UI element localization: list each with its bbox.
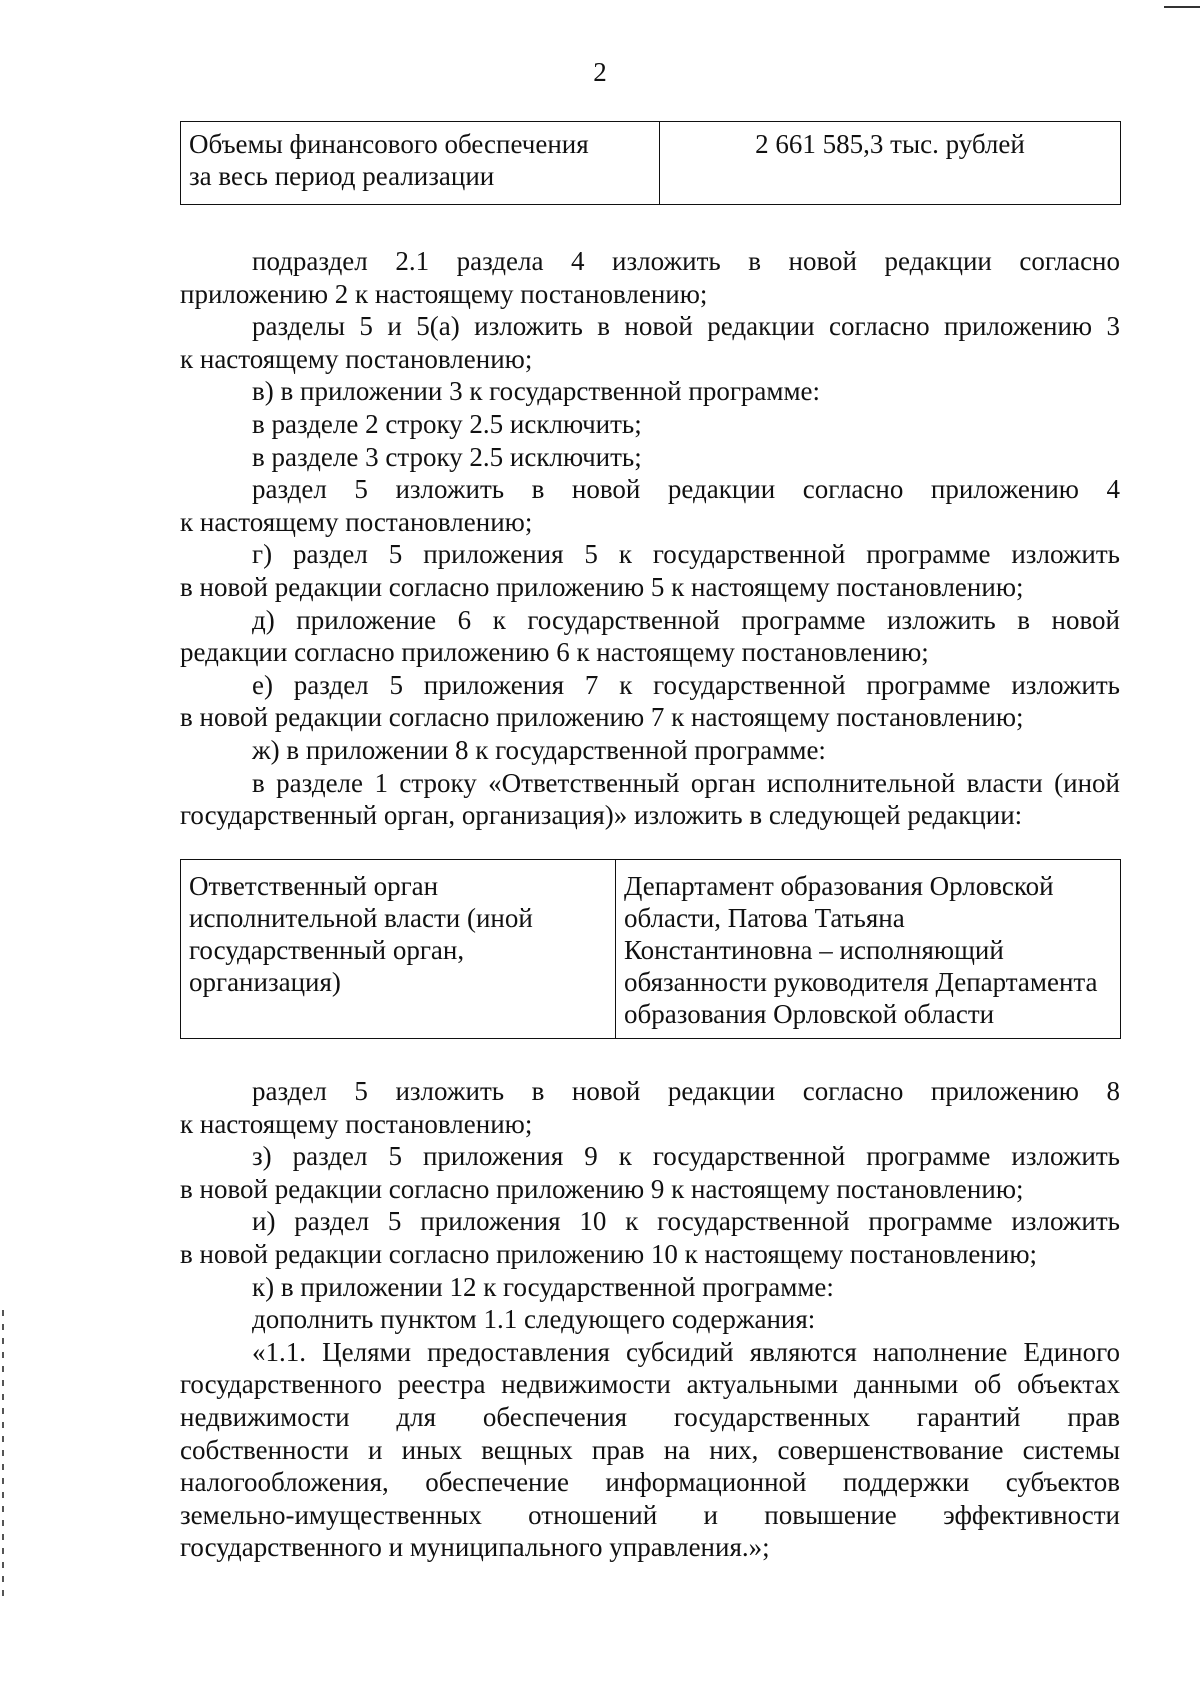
text-line: государственный орган, организация)» изложить в следующей редакции: (180, 800, 1023, 831)
cell-line: Объемы финансового обеспечения (189, 129, 589, 159)
cell-line: Департамент образования Орловской (624, 871, 1054, 901)
table-row (181, 122, 1121, 205)
text-line: редакции согласно приложению 6 к настоящему постановлению; (180, 637, 929, 668)
page-number: 2 (593, 57, 607, 87)
cell-line: обязанности руководителя Департамента (624, 967, 1098, 997)
text-line: е) раздел 5 приложения 7 к государственной программе изложить (252, 669, 1120, 700)
text-line: в) в приложении 3 к государственной программе: (252, 376, 821, 407)
text-line: государственного реестра недвижимости актуальными данными об объектах (180, 1369, 1120, 1400)
text-line: «1.1. Целями предоставления субсидий являются наполнение Единого (252, 1336, 1120, 1367)
text-line: в новой редакции согласно приложению 5 к настоящему постановлению; (180, 571, 1024, 602)
text-line: г) раздел 5 приложения 5 к государственной программе изложить (252, 539, 1120, 570)
text-line: в разделе 1 строку «Ответственный орган исполнительной власти (иной (252, 767, 1120, 798)
scan-edge-mark (1164, 6, 1200, 8)
text-line: в разделе 2 строку 2.5 исключить; (252, 408, 642, 439)
financing-value: 2 661 585,3 тыс. рублей (755, 129, 1025, 159)
cell-line: Константиновна – исполняющий (624, 935, 1004, 965)
text-line: в новой редакции согласно приложению 10 к настоящему постановлению; (180, 1238, 1037, 1269)
cell-line: образования Орловской области (624, 999, 995, 1029)
text-line: ж) в приложении 8 к государственной программе: (252, 734, 826, 765)
text-line: дополнить пунктом 1.1 следующего содержания: (252, 1304, 816, 1335)
financing-table (180, 121, 1121, 205)
cell-line: организация) (189, 967, 341, 997)
cell-line: государственный орган, (189, 935, 465, 965)
text-line: государственного и муниципального управления.»; (180, 1532, 770, 1563)
text-line: недвижимости для обеспечения государственных гарантий прав (180, 1401, 1120, 1432)
text-line: собственности и иных вещных прав на них, совершенствование системы (180, 1434, 1120, 1465)
text-line: к настоящему постановлению; (180, 506, 533, 537)
text-line: земельно-имущественных отношений и повышение эффективности (180, 1499, 1120, 1530)
text-line: раздел 5 изложить в новой редакции согласно приложению 8 (252, 1076, 1120, 1106)
scan-margin-marks (2, 1310, 4, 1600)
text-line: к настоящему постановлению; (180, 1108, 533, 1139)
table-row (181, 860, 1121, 1039)
text-line: к) в приложении 12 к государственной программе: (252, 1271, 834, 1302)
text-line: и) раздел 5 приложения 10 к государственной программе изложить (252, 1206, 1120, 1237)
text-line: з) раздел 5 приложения 9 к государственной программе изложить (252, 1141, 1120, 1172)
text-line: налогообложения, обеспечение информационной поддержки субъектов (180, 1467, 1120, 1498)
text-line: подраздел 2.1 раздела 4 изложить в новой редакции согласно (252, 246, 1120, 276)
text-line: раздел 5 изложить в новой редакции согласно приложению 4 (252, 474, 1120, 505)
amendments-block-1 (180, 245, 1120, 832)
cell-line: области, Патова Татьяна (624, 903, 905, 933)
text-line: в разделе 3 строку 2.5 исключить; (252, 441, 642, 472)
text-line: приложению 2 к настоящему постановлению; (180, 278, 708, 309)
cell-line: исполнительной власти (иной (189, 903, 533, 933)
responsible-label-cell (181, 860, 616, 1039)
responsible-body-table (180, 859, 1121, 1039)
financing-label-cell (181, 122, 660, 205)
text-line: разделы 5 и 5(а) изложить в новой редакции согласно приложению 3 (252, 311, 1120, 342)
text-line: в новой редакции согласно приложению 7 к настоящему постановлению; (180, 702, 1024, 733)
financing-value-cell (660, 122, 1121, 205)
cell-line: Ответственный орган (189, 871, 439, 901)
text-line: д) приложение 6 к государственной программе изложить в новой (252, 604, 1120, 635)
cell-line: за весь период реализации (189, 161, 495, 191)
text-line: в новой редакции согласно приложению 9 к настоящему постановлению; (180, 1173, 1024, 1204)
amendments-block-2 (180, 1075, 1120, 1564)
responsible-value-cell (616, 860, 1121, 1039)
text-line: к настоящему постановлению; (180, 343, 533, 374)
